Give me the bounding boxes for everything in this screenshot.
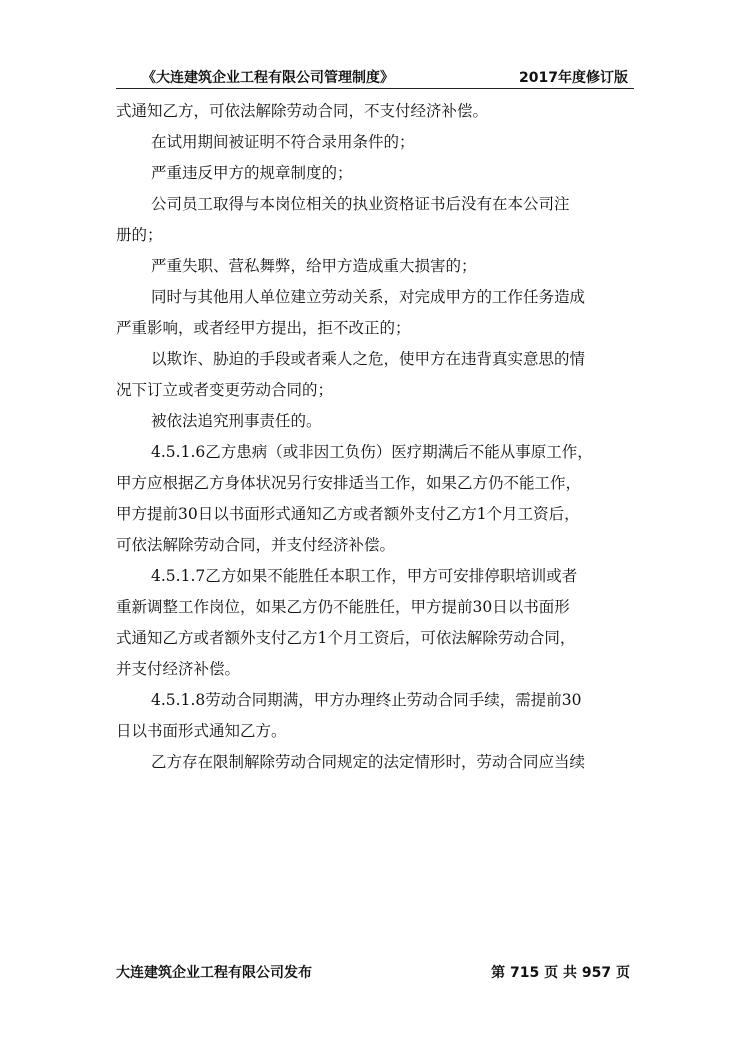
body-line: 被依法追究刑事责任的。: [151, 412, 322, 430]
body-line: 严重影响，或者经甲方提出，拒不改正的；: [116, 319, 411, 337]
body-line: 并支付经济补偿。: [116, 660, 241, 678]
body-line: 册的；: [116, 226, 163, 244]
page-total: 957: [581, 965, 612, 981]
body-line: 4.5.1.7乙方如果不能胜任本职工作，甲方可安排停职培训或者: [151, 567, 578, 585]
body-line: 乙方存在限制解除劳动合同规定的法定情形时，劳动合同应当续: [151, 753, 586, 771]
document-body: [116, 96, 636, 778]
body-line: 4.5.1.8劳动合同期满，甲方办理终止劳动合同手续，需提前30: [151, 691, 582, 709]
page-prefix: 第: [491, 965, 506, 981]
body-line: 式通知乙方，可依法解除劳动合同，不支付经济补偿。: [116, 102, 489, 120]
document-title: 《大连建筑企业工程有限公司管理制度》: [142, 70, 394, 86]
body-line: 同时与其他用人单位建立劳动关系，对完成甲方的工作任务造成: [151, 288, 586, 306]
body-line: 严重违反甲方的规章制度的；: [151, 164, 353, 182]
body-line: 式通知乙方或者额外支付乙方1个月工资后，可依法解除劳动合同，: [116, 629, 576, 647]
body-line: 日以书面形式通知乙方。: [116, 722, 287, 740]
page-header: [116, 64, 634, 89]
page-mid: 页 共: [544, 965, 578, 981]
page-number: [491, 962, 630, 982]
body-line: 可依法解除劳动合同，并支付经济补偿。: [116, 536, 396, 554]
page-suffix: 页: [616, 965, 630, 981]
body-line: 甲方应根据乙方身体状况另行安排适当工作，如果乙方仍不能工作，: [116, 474, 582, 492]
body-line: 在试用期间被证明不符合录用条件的；: [151, 133, 415, 151]
body-line: 甲方提前30日以书面形式通知乙方或者额外支付乙方1个月工资后，: [116, 505, 580, 523]
body-line: 重新调整工作岗位，如果乙方仍不能胜任，甲方提前30日以书面形: [116, 598, 570, 616]
body-line: 况下订立或者变更劳动合同的；: [116, 381, 334, 399]
page-current: 715: [510, 965, 540, 981]
publisher-label: 大连建筑企业工程有限公司发布: [116, 965, 312, 981]
edition-label: 2017年度修订版: [519, 70, 628, 86]
body-line: 4.5.1.6乙方患病（或非因工负伤）医疗期满后不能从事原工作，: [151, 443, 593, 461]
body-line: 以欺诈、胁迫的手段或者乘人之危，使甲方在违背真实意思的情: [151, 350, 586, 368]
body-line: 严重失职、营私舞弊，给甲方造成重大损害的；: [151, 257, 477, 275]
body-line: 公司员工取得与本岗位相关的执业资格证书后没有在本公司注: [151, 195, 570, 213]
